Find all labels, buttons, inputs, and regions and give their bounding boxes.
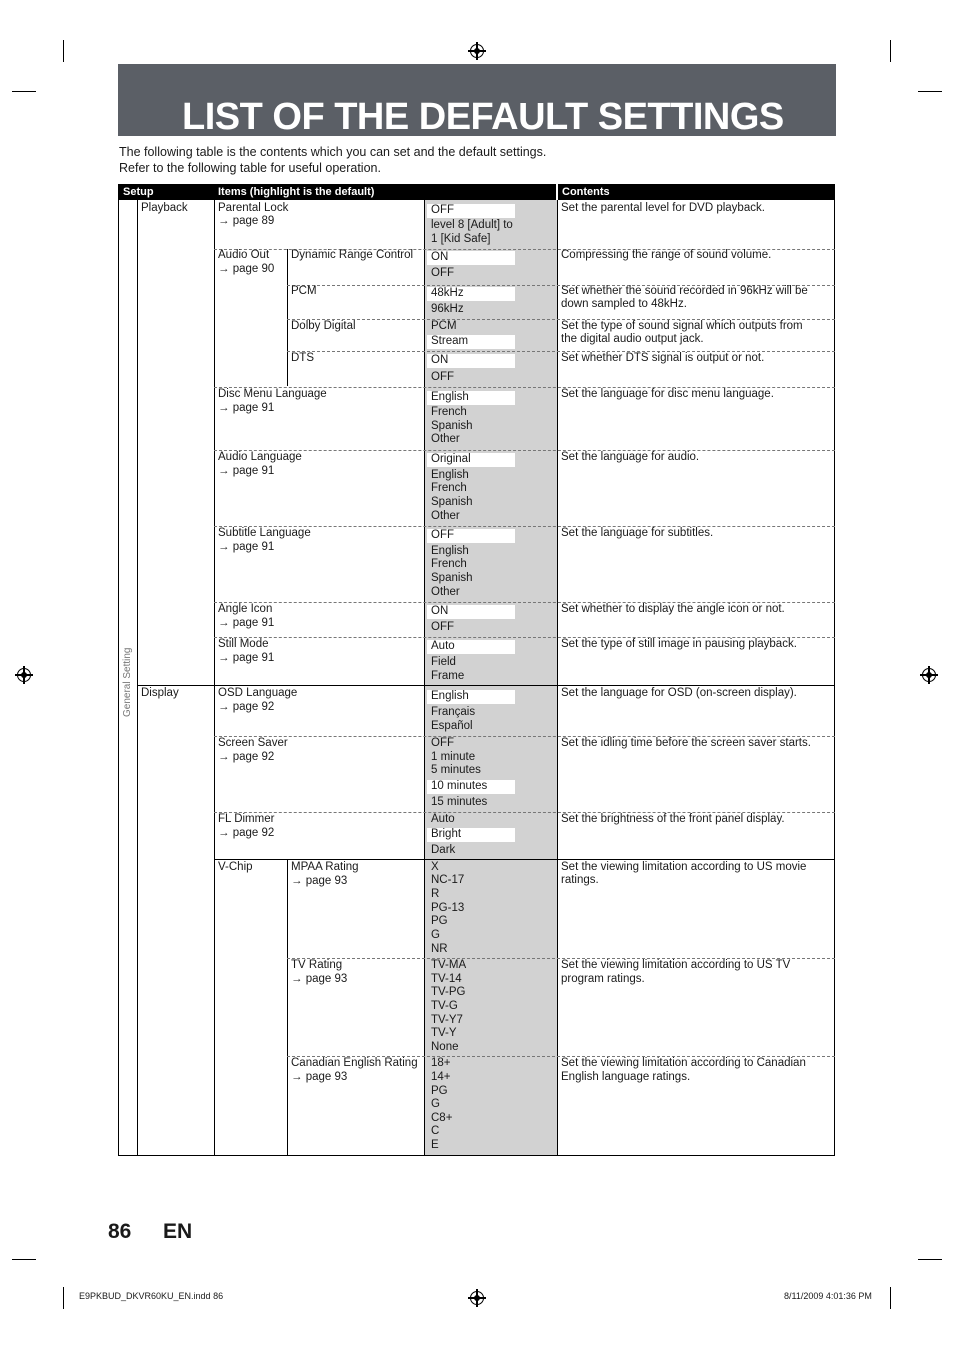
sub-item-name: TV Rating (291, 959, 343, 971)
header-contents: Contents (558, 184, 835, 200)
option: None (431, 1041, 459, 1053)
option: 14+ (431, 1071, 451, 1083)
option: Other (431, 433, 460, 445)
option: E (431, 1139, 439, 1151)
option: English (431, 545, 469, 557)
item-name: Still Mode (218, 638, 269, 650)
intro-line: Refer to the following table for useful operation. (119, 161, 381, 175)
sub-item-name: Canadian English Rating (291, 1057, 418, 1069)
footer-file: E9PKBUD_DKVR60KU_EN.indd 86 (79, 1291, 224, 1301)
item-content: Set the language for audio. (561, 451, 700, 463)
group-display: Display (141, 687, 179, 699)
item-name: OSD Language (218, 687, 298, 699)
page-number: 86 (108, 1220, 132, 1243)
option: C8+ (431, 1112, 453, 1124)
item-name: Audio Out (218, 249, 270, 261)
crop-mark (890, 40, 891, 62)
page-language: EN (163, 1220, 193, 1243)
option-default: ON (427, 251, 515, 265)
table-border (834, 200, 835, 1155)
option: Spanish (431, 420, 473, 432)
option: Other (431, 510, 460, 522)
category-label: General Setting (122, 647, 133, 717)
item-content: the digital audio output jack. (561, 333, 704, 345)
item-content: Set the parental level for DVD playback. (561, 202, 765, 214)
option: TV-MA (431, 959, 467, 971)
item-content: Set the viewing limitation according to US movie (561, 861, 807, 873)
table-border (118, 200, 119, 1155)
option-default: Bright (427, 828, 515, 842)
item-content: English language ratings. (561, 1071, 691, 1083)
option: 18+ (431, 1057, 451, 1069)
page-ref: → page 92 (218, 751, 275, 763)
page-ref: → page 91 (218, 617, 275, 629)
option: 15 minutes (431, 796, 488, 808)
option: OFF (431, 371, 454, 383)
title-banner (118, 64, 836, 136)
table-border (287, 249, 288, 386)
option-default: 48kHz (427, 287, 515, 301)
table-border (557, 200, 558, 1155)
item-content: Set the type of still image in pausing playback. (561, 638, 797, 650)
item-content: ratings. (561, 874, 599, 886)
item-name: Angle Icon (218, 603, 273, 615)
intro-line: The following table is the contents which you can set and the default settings. (119, 145, 547, 159)
option: TV-Y (431, 1027, 457, 1039)
sub-item-name: Dynamic Range Control (291, 249, 414, 261)
item-content: Set the language for subtitles. (561, 527, 714, 539)
item-content: Set whether DTS signal is output or not. (561, 352, 765, 364)
item-name: Audio Language (218, 451, 302, 463)
item-content: Set whether the sound recorded in 96kHz will be (561, 285, 808, 297)
table-border (287, 860, 288, 1155)
item-content: Set the viewing limitation according to US TV (561, 959, 791, 971)
page-ref: → page 91 (218, 465, 275, 477)
option: TV-14 (431, 973, 462, 985)
option: PG-13 (431, 902, 465, 914)
crop-mark (12, 1259, 36, 1260)
option-default: ON (427, 605, 515, 619)
option: NC-17 (431, 874, 465, 886)
item-content: down sampled to 48kHz. (561, 298, 687, 310)
item-name: Screen Saver (218, 737, 288, 749)
item-content: Set the language for disc menu language. (561, 388, 774, 400)
item-content: Set the brightness of the front panel display. (561, 813, 785, 825)
option: TV-Y7 (431, 1014, 463, 1026)
crop-mark (918, 91, 942, 92)
option: TV-G (431, 1000, 458, 1012)
page-ref: → page 90 (218, 263, 275, 275)
option: Français (431, 706, 476, 718)
option: OFF (431, 737, 454, 749)
item-content: Set whether to display the angle icon or not. (561, 603, 785, 615)
option: Frame (431, 670, 465, 682)
item-name: Disc Menu Language (218, 388, 327, 400)
option: R (431, 888, 440, 900)
crop-mark (918, 1259, 942, 1260)
option: Field (431, 656, 456, 668)
item-content: Set the language for OSD (on-screen display). (561, 687, 797, 699)
sub-item-name: PCM (291, 285, 317, 297)
option: X (431, 861, 439, 873)
row-divider (118, 1155, 835, 1156)
option: 96kHz (431, 303, 464, 315)
table-border (424, 200, 425, 1155)
crop-mark (63, 1287, 64, 1309)
option: Spanish (431, 572, 473, 584)
page-title: LIST OF THE DEFAULT SETTINGS (182, 96, 784, 138)
item-content: Set the type of sound signal which outputs from (561, 320, 803, 332)
table-border (137, 200, 138, 1155)
item-name: Parental Lock (218, 202, 289, 214)
page-ref: → page 93 (291, 875, 348, 887)
sub-item-name: MPAA Rating (291, 861, 359, 873)
option: OFF (431, 621, 454, 633)
footer-datetime: 8/11/2009 4:01:36 PM (784, 1291, 872, 1301)
item-content: Compressing the range of sound volume. (561, 249, 772, 261)
option-default: OFF (427, 529, 515, 543)
crop-mark (12, 91, 36, 92)
option: 5 minutes (431, 764, 481, 776)
page-ref: → page 89 (218, 215, 275, 227)
option: 1 [Kid Safe] (431, 233, 491, 245)
registration-mark-icon (922, 668, 936, 682)
registration-mark-icon (470, 44, 484, 58)
item-name: FL Dimmer (218, 813, 275, 825)
option: PG (431, 1085, 448, 1097)
page-ref: → page 93 (291, 1071, 348, 1083)
page-ref: → page 91 (218, 402, 275, 414)
group-playback: Playback (141, 202, 188, 214)
page-ref: → page 92 (218, 827, 275, 839)
option: 1 minute (431, 751, 476, 763)
header-items: Items (highlight is the default) (214, 184, 556, 200)
option-default: 10 minutes (427, 780, 515, 794)
option: PCM (431, 320, 457, 332)
registration-mark-icon (17, 668, 31, 682)
item-content: Set the viewing limitation according to Canadian (561, 1057, 806, 1069)
page-ref: → page 92 (218, 701, 275, 713)
option-default: Auto (427, 640, 515, 654)
page-ref: → page 91 (218, 541, 275, 553)
option: French (431, 406, 467, 418)
option: NR (431, 943, 448, 955)
option-default: English (427, 690, 515, 704)
item-content: program ratings. (561, 973, 645, 985)
option: French (431, 558, 467, 570)
page-ref: → page 91 (218, 652, 275, 664)
item-content: Set the idling time before the screen saver starts. (561, 737, 811, 749)
settings-table (118, 184, 835, 1156)
option: Auto (431, 813, 455, 825)
option-default: English (427, 391, 515, 405)
option: French (431, 482, 467, 494)
item-name: V-Chip (218, 861, 253, 873)
option: Español (431, 720, 473, 732)
row-divider (214, 859, 835, 860)
option: TV-PG (431, 986, 466, 998)
sub-item-name: Dolby Digital (291, 320, 356, 332)
sub-item-name: DTS (291, 352, 314, 364)
option: PG (431, 915, 448, 927)
header-setup: Setup (118, 184, 218, 200)
option-default: Original (427, 453, 515, 467)
option: level 8 [Adult] to (431, 219, 513, 231)
option: Spanish (431, 496, 473, 508)
option: Other (431, 586, 460, 598)
option: OFF (431, 267, 454, 279)
option: G (431, 929, 440, 941)
row-divider (137, 685, 835, 686)
item-name: Subtitle Language (218, 527, 311, 539)
registration-mark-icon (470, 1291, 484, 1305)
option-default: Stream (427, 335, 515, 349)
option-default: ON (427, 354, 515, 368)
row-divider (214, 450, 835, 451)
option: Dark (431, 844, 456, 856)
crop-mark (890, 1287, 891, 1309)
option-default: OFF (427, 204, 515, 218)
option: English (431, 469, 469, 481)
crop-mark (63, 40, 64, 62)
option: G (431, 1098, 440, 1110)
table-border (214, 200, 215, 1155)
option: C (431, 1125, 440, 1137)
page-ref: → page 93 (291, 973, 348, 985)
